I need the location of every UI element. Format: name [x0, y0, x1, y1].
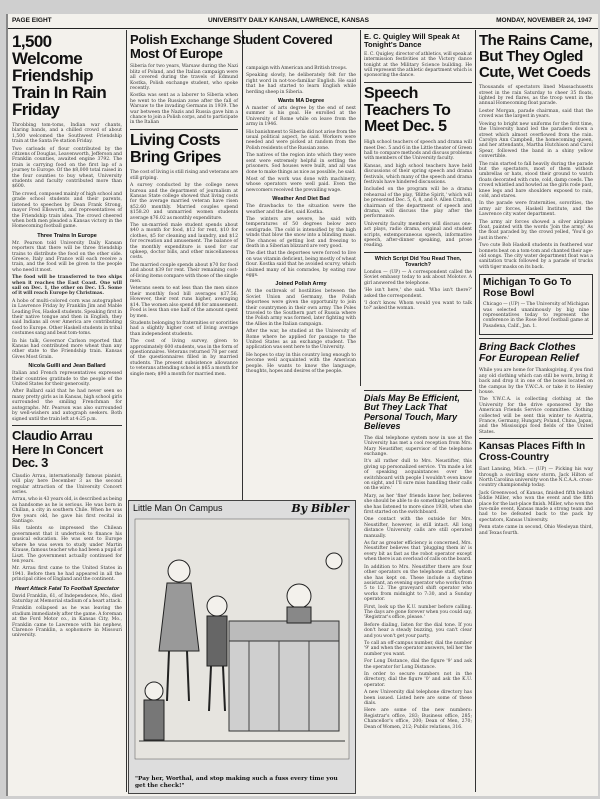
article-paragraph: The cost of living survey, given to approximately 600 students, was in the form of questionnaires. Veterans returned 78 per cent of the questionnaires filled in by married students. The present subsistence allowance to veterans attending school is $65 a month for single men; $90 a month for married men. — [130, 339, 238, 377]
cartoon-panel — [128, 500, 356, 794]
cartoon-drawing — [129, 501, 355, 793]
article-paragraph: Students belonging to fraternities or sororities had a slightly higher cost of living average than independent students. — [130, 320, 238, 337]
article-paragraph: As far as greater efficiency is concerned, Mrs. Neustifter believes that 'plugging them in' is every bit as fast as the robot operator except when there is an overload of calls on the board. — [364, 541, 472, 563]
article-paragraph: A hobo of multi-colored corn was autographed in Lawrence Friday by Franklin Jim and Mable Leading Fox, Haskell students. Speaking first in their native tongue and then in English, they said Indians all over America are contributing food to Europe. Other Haskell students in tribal costumes sang and beat tom-toms. — [12, 298, 122, 337]
article-paragraph: Most of the work was done with machinery, whose operators were well paid. Even the newcomers received the prevailing wage. — [246, 176, 356, 193]
quigley-headline: E. C. Quigley Will Speak At Tonight's Dance — [364, 32, 460, 49]
article-paragraph: University faculty members will discuss one-act plays, radio drama, original and student scripts, extemporaneous speech, informative speech, after-dinner speaking, and prose reading. — [364, 221, 472, 249]
article-paragraph: Throbbing tom-toms, Indian war chants, blaring bands, and a chilled crowd of about 1,500 welcomed the Southwest Friendship train at the Santa Fe station Friday. — [12, 123, 122, 145]
subheading: Wants MA Degree — [277, 98, 325, 105]
article-paragraph: At the outbreak of hostilities between the Soviet Union and Germany, the Polish deportees were given the opportunity to join their countrymen in their own army. The Poles traveled to the Southern part of Russia where the Polish army was formed, later fighting with the Allies in the Italian campaign. — [246, 289, 356, 327]
article-paragraph: E. C. Quigley, director of athletics, will speak at intermission festivities at the Victory dance tonight at the Military Science building. He will represent the athletic department which is sponsoring the dance. — [364, 51, 472, 79]
cartoon-caption: "Pay her, Worthal, and stop making such a fuss every time you get the check!" — [135, 776, 338, 789]
article-paragraph: Before dialing, listen for the dial tone. If you don't hear a steady buzzing, you can't clear and you won't get your party. — [364, 622, 472, 639]
subheading: Three Trains In Europe — [37, 232, 97, 239]
article-paragraph: Italian and French representatives expressed their countries gratitude to the people of the United States for their generosity. — [12, 371, 122, 388]
article-paragraph: Jack Greenwood, of Kansas, finished fifth behind Eddie Miller, who won the event and the fifth place for the last-place finish. Miller, who won the two-mile event, Kansas made a strong team and had to be defeated back to the pack by spectators, Kansas University. — [479, 490, 593, 523]
article-paragraph: Arrau, who is 43 years old, is described as being as handsome as he is serious. He was born in Chillan, a city in southern Chile. When he was five years old, he gave his first recital in Santiago. — [12, 497, 122, 525]
article-paragraph: To call an off-campus number, dial the number '9' and when the operator answers, tell her the number you want. — [364, 640, 472, 657]
article-paragraph: Mr. Pearson told University Daily Kansan reporters that there will be three friendship trains to distribute the food on the other side. Greece, Italy and France will each receive a train, and the food will be given to the people who need it most. — [12, 240, 122, 273]
article-paragraph: Speaking slowly, he deliberately felt for the right word in not-too-familiar English. He said that he had started to learn English while herding sheep in Siberia. — [246, 73, 356, 95]
article-paragraph: The crowd, composed mainly of high school and grade school students and their parents, listened to speeches by Dean Frank Strong, mayor Fred Ellsworth, and representatives of the Friendship train idea. The crowd cheered when both men pleaded a Kansas victory in the Homecoming football game. — [12, 191, 122, 230]
speech-teachers-headline: Speech Teachers To Meet Dec. 5 — [364, 84, 451, 136]
column-3 — [246, 66, 356, 496]
paper-name: UNIVERSITY DAILY KANSAN, LAWRENCE, KANSAS — [208, 17, 369, 24]
article-paragraph: Included on the program will be a drama rehearsal of the play, 'Blithe Spirit,' which will be presented Dec. 5, 6, 8, and 9. Allen Crafton, chairman of the department of speech and drama, will discuss the play after the performance. — [364, 187, 472, 220]
article-paragraph: Veterans seem to eat less than the men since their monthly food bill averages $37.56. However, their rent runs higher, averaging $14. The women also spend $8 for amusement. Food is less than one half of the amount spent by men. — [130, 286, 238, 319]
column-4 — [364, 30, 472, 388]
article-paragraph: The dial telephone system now in use at the University has met a cool reception from Mrs. Mary Neustifter, supervisor of the telephone exchange. — [364, 435, 472, 457]
cartoon-byline: By Bibler — [291, 502, 349, 515]
article-paragraph: East Lansing, Mich. — (UP) — Picking his way through a swirling snow storm, Jack Hilton of North Carolina university won the N.C.A.A. cross-country championship today. — [479, 467, 593, 489]
article-paragraph: Penn state came in second, Ohio Wesleyan third, and Texas fourth. — [479, 525, 593, 536]
article-paragraph: For Long Distance, dial the figure '9' and ask the operator for Long Distance. — [364, 659, 472, 670]
living-costs-headline: Living Costs Bring Gripes — [130, 131, 221, 166]
rose-bowl-headline: Michigan To Go To Rose Bowl — [483, 277, 572, 299]
subheading: Joined Polish Army — [275, 281, 327, 288]
friendship-train-headline: 1,500 Welcome Friendship Train In Rain Friday — [12, 32, 107, 119]
article-paragraph: The Y.W.C.A. is collecting clothing at the University for the drive sponsored by the American Friends Service committee. Clothing collected will be sent this winter to Austria, France, Germany, Hungary, Poland, China, Japan, and the Mississippi food fields of the United States. — [479, 397, 593, 435]
article-paragraph: A survey conducted by the college news bureau and the department of journalism at Kansas State college showed that living costs for the average married veteran have risen $52.60 monthly. Married couples spend $158.20 and unmarried women students average $76.02 as monthly expenditure. — [130, 183, 238, 221]
rose-bowl-box — [479, 274, 593, 335]
article-paragraph: First, look up the K.U. number before calling. The days are gone forever when you could say, 'Registrar's office, please.' — [364, 604, 472, 621]
article-paragraph: Two cute Bob Haskell students in feathered war bonnets beat on a tom-tom and chanted their age-old songs. The city water department float was a sanitation truck followed by a parade of trucks with tiger masks on its back. — [479, 243, 593, 270]
polish-student-headline: Polish Exchange Student Covered Most Of Europe — [130, 32, 333, 61]
article-paragraph: London — (UP) — A correspondent called the Soviet embassy today to ask about Molotov. A girl answered the telephone. — [364, 269, 472, 286]
article-paragraph: The food will be transferred to two ships when it reaches the East Coast. One will sail on Dec. 1, the other on Dec. 15. Some of it will reach Europe by Christmas. — [12, 275, 122, 297]
article-paragraph: Kostka was sent as a laborer to Siberia when he went to the Russian zone after the fall of Warsaw to the invading Germans in 1939. The war between the Nazis and Russia gave him a chance to join a Polish corps, and to participate in the Italian — [130, 93, 238, 126]
article-paragraph: The cost of living is still rising and veterans are still griping. — [130, 170, 238, 181]
column-6 — [479, 30, 593, 794]
subheading: Nicola Guilli and Jean Ballard — [28, 363, 106, 370]
article-paragraph: His banishment to Siberia did not arise from the usual political aspect, he said. Workers were needed and were picked at random from the Polish residents of the Russian zone. — [246, 129, 356, 151]
article-paragraph: campaign with American and British troops. — [246, 66, 348, 71]
column-5 — [364, 390, 472, 794]
article-paragraph: In his talk, Governor Carlson reported that Kansas had contributed more wheat than any other state to the Friendship train. Kansas Gives Most Grain. — [12, 338, 122, 360]
cross-country-headline: Kansas Places Fifth In Cross-Country — [479, 441, 586, 463]
column-1 — [12, 30, 122, 794]
article-paragraph: Vowing to bright new uniforms for the first time, the University band led the paraders down a street which almost overflowed from the rain. Carolyn Ann Campbell, the homecoming queen, and her attendants, Martha Hutchison and Carol Spear, followed the band in a shiny yellow convertible. — [479, 121, 593, 160]
article-paragraph: High school teachers of speech and drama will meet Dec. 5 and 6 in the Little theater of Green hall to compare methods and discuss problems with members of the University faculty. — [364, 140, 472, 162]
article-paragraph: In addition to Mrs. Neustifter there are four other operators on the telephone staff, whom she has kept on. These include a daytime assistant, an evening operator who works from 5 to 12. The graveyard shift operator who works from midnight to 7:30, and a Sunday operator. — [364, 564, 472, 603]
article-paragraph: The un-married male student spends about $40 a month for food, $12 for rent, $10 for clothes, $5 for cleaning and laundry, and $12 for recreation and amusement. The balance of the monthly expenditure is used for car upkeep, doctor bills, and other miscellaneous costs. — [130, 223, 238, 261]
page-number: PAGE EIGHT — [12, 17, 52, 24]
article-paragraph: While you are home for Thanksgiving, if you find any old clothing which can still be worn, bring it back and drop it in one of the boxes located on the campus by the Y.W.C.A. or take it to Henley house. — [479, 368, 593, 395]
article-paragraph: Claudio Arrau, internationally famous pianist, will play here December 3 as the second regular attraction of the University Concert series. — [12, 473, 122, 496]
article-paragraph: The winters are severe, he said with temperatures of 50 degrees below zero centigrade. The cold is intensified by the high winds that blow the snow into a blinding mass. The chances of getting lost and freezing to death in a Siberian blizzard are very good. — [246, 216, 356, 249]
newspaper-page — [6, 14, 598, 796]
rains-came-headline: The Rains Came, But They Ogled Cute, Wet Coeds — [479, 32, 593, 81]
subheading: Heart Attack Fatal To Football Spectator — [14, 585, 120, 592]
article-paragraph: His talents so impressed the Chilean government that it undertook to finance his musical education. He was sent to Europe where he was seven to study under Martin Krause, famous teacher who had been a pupil of Liszt. The government actually continued for ten years. — [12, 526, 122, 564]
article-paragraph: The natives of the region into which they were sent were extremely helpful in settling the prisoners. Sod houses were built, and all was done to make things as nice as possible, he said. — [246, 153, 356, 175]
subheading: Which Script Did You Read Then, Tovarich? — [374, 255, 462, 268]
article-paragraph: A new University dial telephone directory has been issued. Listed here are some of these dials. — [364, 690, 472, 707]
article-paragraph: The rain started to fall heavily during the parade but the spectators, most of them without umbrellas or hats, stood their ground to watch floats decorated with cute, cold, damp coeds. The crowd whistled and howled as the girls rode past, knee legs and bare shoulders exposed to rain, cold, and stares. — [479, 161, 593, 199]
article-paragraph: Thousands of spectators lined Massachusetts street in the rain Saturday to cheer 35 floats, lighted by red flares, as the troop went in the annual Homecoming float parade. — [479, 85, 593, 107]
article-paragraph: The diet that the deportees were forced to live on was vitamin deficient, being mostly of wheat flour. Kostka said that he avoided scurvy, which claimed many of his comrades, by eating raw eggs. — [246, 251, 356, 278]
article-paragraph: He hopes to stay in this country long enough to become well acquainted with the American people. He wants to know the language, thoughts, hopes and desires of the people. — [246, 352, 356, 375]
article-paragraph: Here are some of the new numbers: Registrar's office, 283; Business office, 285; Chancellor's office, 200; Dean of Men, 270; Dean of Women, 212; Public relations, 316. — [364, 708, 472, 730]
article-paragraph: Franklin collapsed as he was leaving the stadium immediately after the game. A foreman at the Ford Motor co., in Kansas City, Mo., Franklin came to Lawrence with his nephew, Clarence Franklin, a sophomore in Missouri university. — [12, 606, 122, 639]
subheading: Weather And Diet Bad — [272, 196, 330, 203]
article-paragraph: The army air forces showed a silver airplane float, painted with the words 'Join the army.' As the float paraded by, the crowd yelled, 'You'd go just in there.' — [479, 219, 593, 241]
clothes-relief-headline: Bring Back Clothes For European Relief — [479, 341, 579, 365]
article-paragraph: In the parade were fraternities, sororities, the army air forces, Haskell Institute, and the Lawrence city water department. — [479, 201, 593, 218]
article-paragraph: Kansas, and high school teachers have held discussions of their spring speech and drama festivals, which many of the speech and drama festivals have hindered discussions. — [364, 163, 472, 186]
article-paragraph: The drawbacks to the situation were the weather and the diet, said Kostka. — [246, 204, 356, 215]
dials-headline: Dials May Be Efficient, But They Lack That Personal Touch, Mary Believes — [364, 393, 460, 432]
page-header — [8, 14, 598, 29]
article-paragraph: After Ballard said that he had never seen so many pretty girls as in Kansas, high school girls surrounded the smiling Frenchman for autographs. Mr. Pearson was also surrounded by well-wishers and autograph seekers. Both signed until the train left at 4:25 p.m. — [12, 389, 122, 422]
article-paragraph: In order to secure numbers not in the directory, dial the figure '0' and ask the K.U. operator. — [364, 672, 472, 688]
article-paragraph: Mr. Arrau first came to the United States in 1941. Before then he had appeared in all the principal cities of England and the continent. — [12, 566, 122, 583]
article-paragraph: It's all rather dull to Mrs. Neustifter, this giving up personalized service. 'I'm made a lot of speaking acquaintances over the switchboard with people I wouldn't even know on sight, and I'll sure miss handling their calls on the wire.' — [364, 459, 472, 492]
issue-date: MONDAY, NOVEMBER 24, 1947 — [496, 17, 592, 24]
article-paragraph: The married couple spends about $70 for food and about $39 for rent. Their remaining cost-of-living items compare with those of the single men. — [130, 262, 238, 285]
article-paragraph: After the war, he studied at the University of Rome where he applied for passage to the United States as an exchange student. The application was sent here to the University. — [246, 329, 356, 351]
article-paragraph: One contact with the outside for Mrs. Neustifter, however, is still intact. All long distance University calls are still operated manually. — [364, 517, 472, 539]
article-paragraph: Siberia for two years, Warsaw during the Nazi blitz of Poland, and the Italian campaign were all covered during the travels of Edmund Kostka, Polish exchange student, who spoke recently. — [130, 64, 238, 91]
article-paragraph: 'He isn't here,' she said. 'Who isn't there?' asked the correspondent. — [364, 288, 472, 299]
article-paragraph: Mary, as her 'fine' friends know her, believes she should be able to do something better than she has listened to more since 1938, when she first started on the switchboard. — [364, 493, 472, 516]
article-paragraph: David Franklin, 61, of Independence, Mo., died Saturday at Memorial stadium of a heart attack. — [12, 593, 122, 604]
article-paragraph: Two carloads of flour contributed by the citizens of Douglas, Leavenworth, Jefferson and Franklin counties, awaited engine 3792. The train is carrying food on the first lap of a journey to Europe. Of the $8,000 total raised in the four counties to buy wheat, University students and faculty contributed more than $600. — [12, 146, 122, 190]
arrau-headline: Claudio Arrau Here In Concert Dec. 3 — [12, 427, 103, 471]
article-paragraph: A master of arts degree by the end of next summer is his goal. He enrolled at the University of Rome while on leave from the army in 1946. — [246, 106, 356, 128]
cartoon-title: Little Man On Campus — [133, 503, 223, 513]
article-paragraph: Chicago — (UP) — The University of Michigan was selected unanimously by big nine representatives today to represent the conference in the Rose Bowl football game at Pasadena, Calif., Jan. 1. — [483, 302, 589, 329]
article-paragraph: 'I don't know. Whom would you want to talk to?' asked the woman. — [364, 300, 472, 312]
article-paragraph: Lester Morgan, parade chairman, said that the crowd was the largest in years. — [479, 108, 593, 120]
